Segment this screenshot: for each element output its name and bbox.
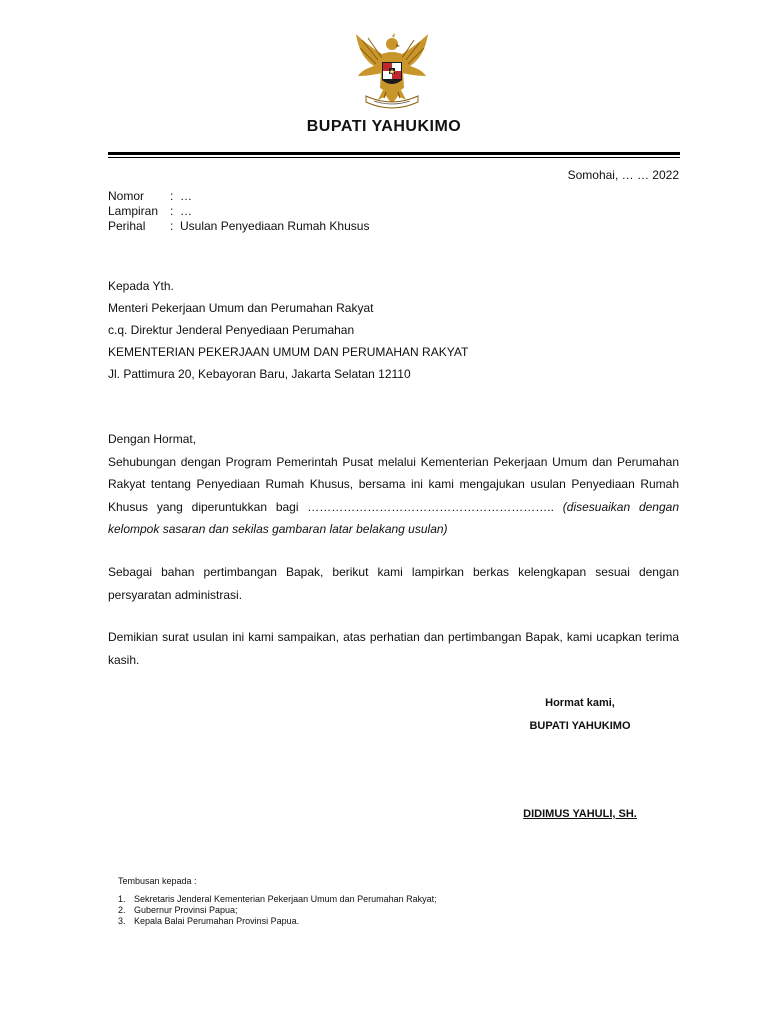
cc-item-number: 1. [118,894,126,904]
body-paragraph-1 [108,451,679,541]
meta-value: Usulan Penyediaan Rumah Khusus [180,219,370,233]
closing-position: BUPATI YAHUKIMO [529,720,631,732]
recipient-line: Kepada Yth. [108,279,174,293]
signatory-name: DIDIMUS YAHULI, SH. [523,808,637,820]
letter-body-3 [108,626,679,671]
cc-item-text: Gubernur Provinsi Papua; [134,905,238,915]
cc-item-text: Sekretaris Jenderal Kementerian Pekerjaan Umum dan Perumahan Rakyat; [134,894,437,904]
meta-key: Nomor [108,189,145,203]
body-paragraph-3: Demikian surat usulan ini kami sampaikan, atas perhatian dan pertimbangan Bapak, kami ucapkan terima kasih. [108,630,679,667]
meta-colon: : [170,204,174,218]
salutation: Dengan Hormat, [108,432,197,446]
recipient-line: Menteri Pekerjaan Umum dan Perumahan Rakyat [108,301,374,315]
recipient-line: Jl. Pattimura 20, Kebayoran Baru, Jakarta Selatan 12110 [108,367,411,381]
meta-row-lampiran [108,204,369,219]
cc-list [118,876,437,927]
recipient-line: KEMENTERIAN PEKERJAAN UMUM DAN PERUMAHAN RAKYAT [108,345,469,359]
paragraph-text: Sehubungan dengan Program Pemerintah Pusat melalui Kementerian Pekerjaan Umum dan Perumahan Rakyat tentang Penyediaan Rumah Khusus, bersama ini kami mengajukan usulan Penyediaan Rumah Khusus yang diperuntukkan bagi …………………………………………………….. [108,454,679,514]
meta-key: Lampiran [108,204,159,218]
cc-item-text: Kepala Balai Perumahan Provinsi Papua. [134,916,300,926]
body-paragraph-2: Sebagai bahan pertimbangan Bapak, berikut kami lampirkan berkas kelengkapan sesuai dengan persyaratan administrasi. [108,565,679,602]
cc-item [118,916,437,927]
cc-item-number: 3. [118,916,126,926]
meta-key: Perihal [108,219,146,233]
cc-item-number: 2. [118,905,126,915]
recipient-address [108,275,679,385]
cc-item [118,905,437,916]
meta-value: … [180,204,192,218]
paragraph-note: (disesuaikan dengan kelompok sasaran dan sekilas gambaran latar belakang usulan) [108,499,679,536]
meta-row-nomor [108,189,369,204]
meta-colon: : [170,189,174,203]
closing-regards: Hormat kami, [545,697,615,709]
letter-date: Somohai, … … 2022 [567,168,679,182]
letterhead-rule-thin [108,157,680,158]
letter-meta [108,189,369,234]
cc-title: Tembusan kepada : [118,876,197,886]
meta-row-perihal [108,219,369,234]
recipient-line: c.q. Direktur Jenderal Penyediaan Perumahan [108,323,355,337]
letter-body [108,428,679,541]
letter-body-2 [108,561,679,606]
letterhead-rule [108,152,680,155]
garuda-emblem-icon [348,30,436,110]
meta-colon: : [170,219,174,233]
meta-value: … [180,189,192,203]
letterhead-title: BUPATI YAHUKIMO [306,118,462,135]
cc-item [118,894,437,905]
